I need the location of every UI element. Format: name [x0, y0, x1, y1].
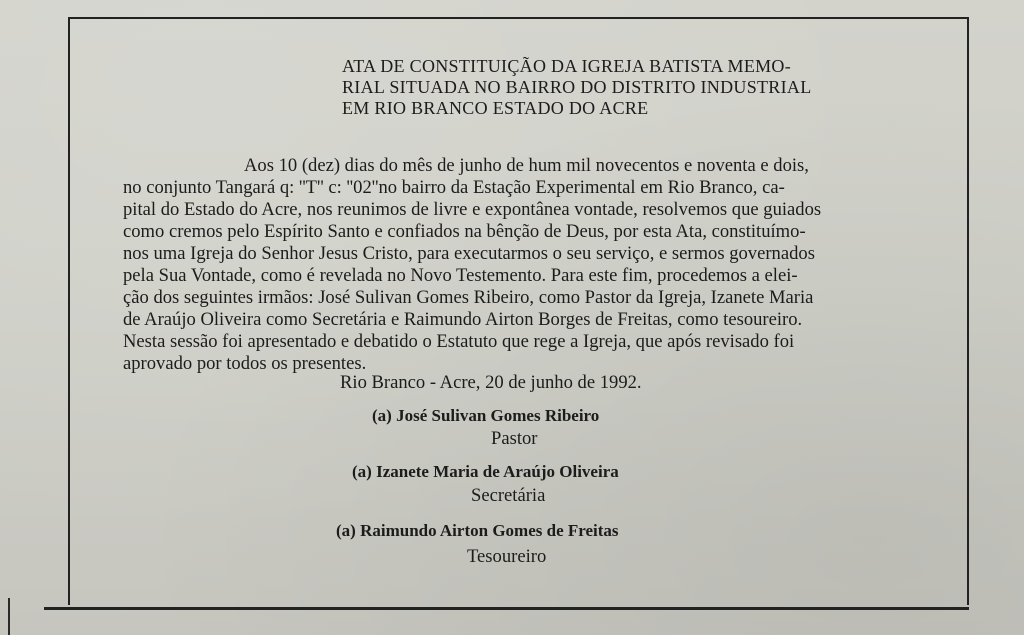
- frame-bottom-rule: [44, 607, 969, 610]
- signature-name-secretary: (a) Izanete Maria de Araújo Oliveira: [352, 462, 619, 481]
- body-line: aprovado por todos os presentes.: [123, 353, 367, 374]
- document-title: [342, 56, 927, 119]
- title-line: ATA DE CONSTITUIÇÃO DA IGREJA BATISTA MEMO-: [342, 56, 792, 76]
- signature-role-treasurer: Tesoureiro: [467, 546, 547, 567]
- signature-role-pastor: Pastor: [491, 428, 538, 449]
- title-line: RIAL SITUADA NO BAIRRO DO DISTRITO INDUSTRIAL: [342, 77, 812, 97]
- signature-name-treasurer: (a) Raimundo Airton Gomes de Freitas: [336, 521, 619, 540]
- body-line: Nesta sessão foi apresentado e debatido o Estatuto que rege a Igreja, que após revisado foi: [123, 331, 795, 352]
- body-line: como cremos pelo Espírito Santo e confiados na bênção de Deus, por esta Ata, constituímo-: [123, 221, 806, 242]
- body-line: de Araújo Oliveira como Secretária e Raimundo Airton Borges de Freitas, como tesoureiro.: [123, 309, 803, 330]
- body-line: pital do Estado do Acre, nos reunimos de livre e expontânea vontade, resolvemos que guiados: [123, 199, 822, 220]
- signature-name-pastor: (a) José Sulivan Gomes Ribeiro: [372, 406, 600, 425]
- body-line: pela Sua Vontade, como é revelada no Novo Testemento. Para este fim, procedemos a elei-: [123, 265, 798, 286]
- page-edge-mark: [8, 598, 10, 635]
- title-line: EM RIO BRANCO ESTADO DO ACRE: [342, 98, 649, 118]
- body-line: no conjunto Tangará q: ''T'' c: ''02''no bairro da Estação Experimental em Rio Branco, ca-: [123, 177, 785, 198]
- place-and-date: Rio Branco - Acre, 20 de junho de 1992.: [340, 372, 642, 393]
- body-line: nos uma Igreja do Senhor Jesus Cristo, para executarmos o seu serviço, e sermos governados: [123, 243, 815, 264]
- body-line: Aos 10 (dez) dias do mês de junho de hum mil novecentos e noventa e dois,: [244, 155, 809, 176]
- body-line: ção dos seguintes irmãos: José Sulivan Gomes Ribeiro, como Pastor da Igreja, Izanete Maria: [123, 287, 814, 308]
- signature-role-secretary: Secretária: [471, 485, 546, 506]
